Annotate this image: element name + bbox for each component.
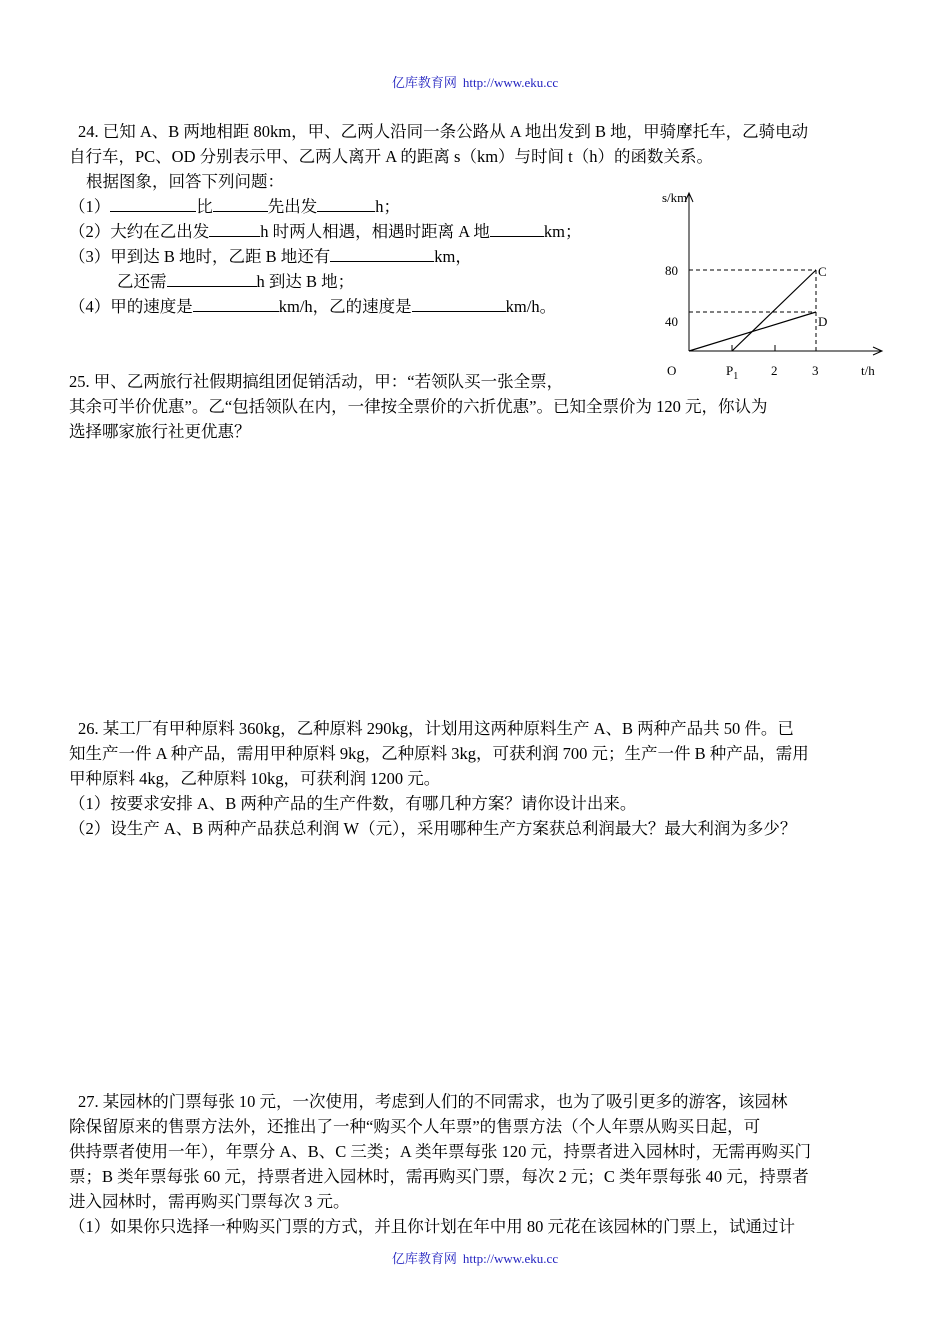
answer-blank[interactable] — [167, 271, 257, 287]
q25-line-2: 其余可半价优惠”。乙“包括领队在内，一律按全票价的六折优惠”。已知全票价为 120 元，你认为 — [69, 397, 768, 416]
page-header — [0, 72, 950, 91]
q26-line-4: （1）按要求安排 A、B 两种产品的生产件数，有哪几种方案？请你设计出来。 — [69, 794, 637, 813]
q24-p3-a: （3）甲到达 B 地时，乙距 B 地还有 — [69, 247, 331, 266]
q27-line-2: 除保留原来的售票方法外，还推出了一种“购买个人年票”的售票方法（个人年票从购买日起，可 — [69, 1117, 761, 1136]
distance-time-graph — [650, 188, 890, 384]
header-site: 亿库教育网 — [391, 75, 457, 90]
q26-line-3: 甲种原料 4kg，乙种原料 10kg，可获利润 1200 元。 — [69, 769, 441, 788]
q27-line-4: 票；B 类年票每张 60 元，持票者进入园林时，需再购买门票，每次 2 元；C 类年票每张 40 元，持票者 — [69, 1167, 809, 1186]
q26-line-2: 知生产一件 A 种产品，需用甲种原料 9kg，乙种原料 3kg，可获利润 700 元；生产一件 B 种产品，需用 — [69, 744, 809, 763]
q26-line-5: （2）设生产 A、B 两种产品获总利润 W（元），采用哪种生产方案获总利润最大？最大利润为多少？ — [69, 819, 797, 838]
q24-p3c-a: 乙还需 — [117, 272, 167, 291]
q24-p2-c: km； — [543, 222, 582, 241]
point-p1-label — [726, 363, 738, 382]
p1-main: P — [726, 363, 734, 378]
q24-part-2 — [69, 221, 581, 243]
q24-part-1 — [69, 196, 400, 218]
page-footer — [0, 1248, 950, 1267]
tick-label-3: 3 — [812, 363, 819, 378]
q24-p1-b: 比 — [196, 197, 213, 216]
q24-p3c-b: h 到达 B 地； — [256, 272, 355, 291]
q24-p4-c: km/h。 — [505, 297, 557, 316]
footer-site: 亿库教育网 — [391, 1251, 457, 1266]
p1-sub: 1 — [733, 371, 739, 382]
q24-part-3-cont — [117, 271, 354, 293]
answer-blank[interactable] — [110, 196, 196, 212]
q24-p4-b: km/h，乙的速度是 — [278, 297, 412, 316]
answer-blank[interactable] — [213, 196, 268, 212]
answer-blank[interactable] — [193, 296, 279, 312]
line-pc — [732, 270, 816, 351]
q27-line-5: 进入园林时，需再购买门票每次 3 元。 — [69, 1192, 350, 1211]
line-od — [689, 312, 816, 351]
q24-part-3 — [69, 246, 472, 268]
q25-line-1: 25. 甲、乙两旅行社假期搞组团促销活动，甲：“若领队买一张全票， — [69, 372, 564, 391]
q27-line-1: 27. 某园林的门票每张 10 元，一次使用，考虑到人们的不同需求，也为了吸引更多的游客，该园林 — [78, 1092, 788, 1111]
q26-line-1: 26. 某工厂有甲种原料 360kg，乙种原料 290kg，计划用这两种原料生产 A、B 两种产品共 50 件。已 — [78, 719, 794, 738]
y-axis-label: s/km — [662, 190, 688, 205]
header-url: http://www.eku.cc — [462, 75, 559, 90]
q24-p3-b: km， — [434, 247, 472, 266]
origin-label: O — [667, 363, 677, 378]
point-c-label: C — [818, 264, 827, 279]
point-d-label: D — [818, 314, 828, 329]
q27-line-3: 供持票者使用一年），年票分 A、B、C 三类；A 类年票每张 120 元，持票者进入园林时，无需再购买门 — [69, 1142, 812, 1161]
footer-url: http://www.eku.cc — [462, 1251, 559, 1266]
q24-line-3: 根据图象，回答下列问题： — [86, 172, 284, 191]
answer-blank[interactable] — [317, 196, 375, 212]
answer-blank[interactable] — [412, 296, 506, 312]
answer-blank[interactable] — [490, 221, 544, 237]
x-axis-label: t/h — [861, 363, 875, 378]
tick-label-2: 2 — [771, 363, 778, 378]
q24-line-2: 自行车，PC、OD 分别表示甲、乙两人离开 A 的距离 s（km）与时间 t（h）的函数关系。 — [69, 147, 713, 166]
q25-line-3: 选择哪家旅行社更优惠？ — [69, 422, 251, 441]
q24-line-1: 24. 已知 A、B 两地相距 80km，甲、乙两人沿同一条公路从 A 地出发到 B 地，甲骑摩托车，乙骑电动 — [78, 122, 809, 141]
tick-label-40: 40 — [665, 314, 678, 329]
q24-p4-a: （4）甲的速度是 — [69, 297, 193, 316]
q24-p1-d: h； — [375, 197, 400, 216]
tick-label-80: 80 — [665, 263, 678, 278]
q24-p1-c: 先出发 — [267, 197, 318, 216]
q24-p1-a: （1） — [69, 197, 111, 216]
q24-part-4 — [69, 296, 556, 318]
answer-blank[interactable] — [209, 221, 260, 237]
q24-p2-a: （2）大约在乙出发 — [69, 222, 210, 241]
q27-line-6: （1）如果你只选择一种购买门票的方式，并且你计划在年中用 80 元花在该园林的门票上，试通过计 — [69, 1217, 795, 1236]
answer-blank[interactable] — [330, 246, 434, 262]
q24-p2-b: h 时两人相遇，相遇时距离 A 地 — [260, 222, 490, 241]
